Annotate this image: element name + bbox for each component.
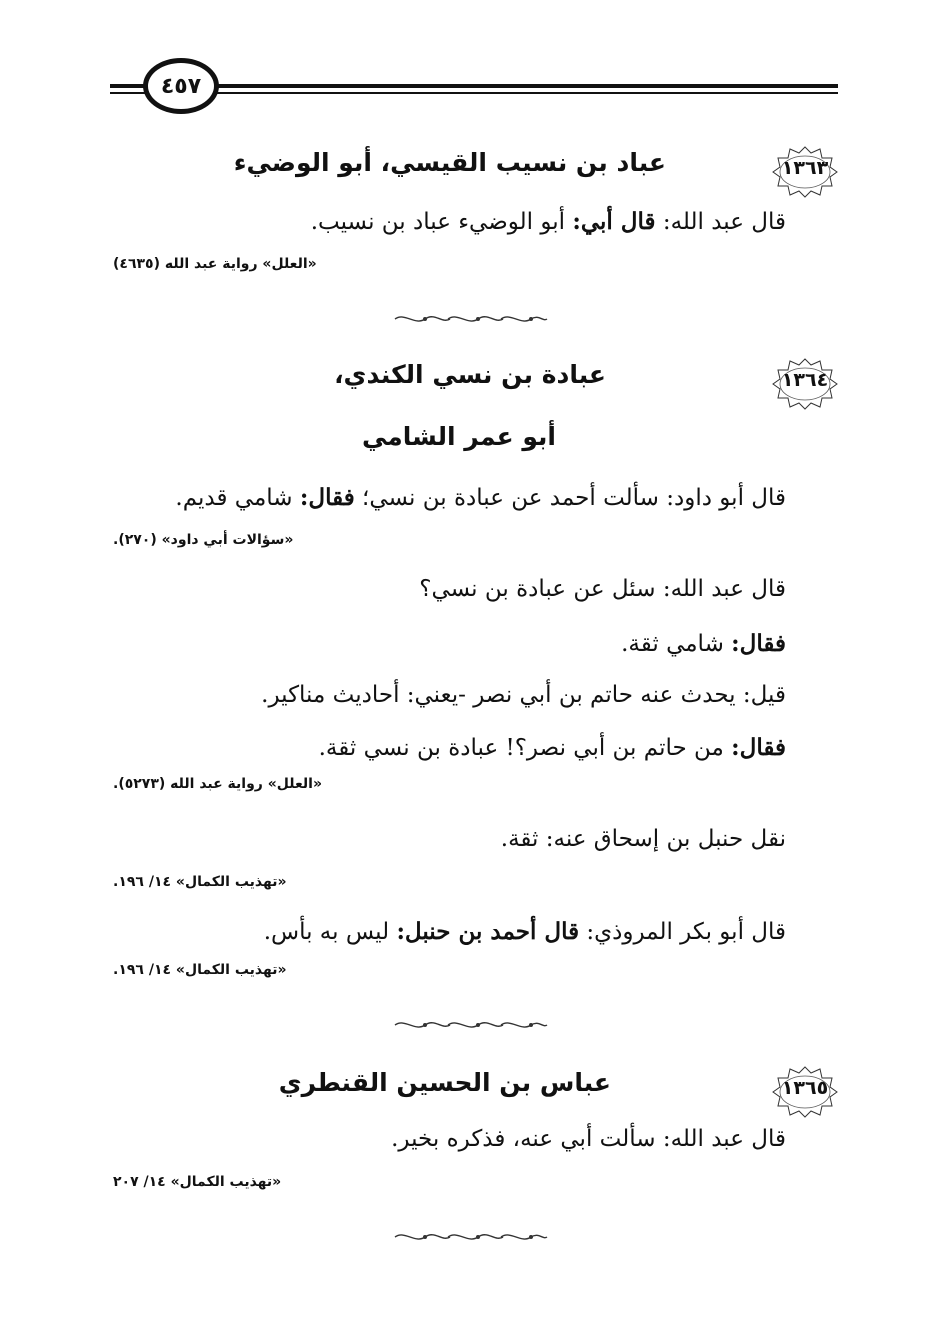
line-segment-bold: قال أحمد بن حنبل: <box>396 918 580 945</box>
entry-number: ١٣٦٥ <box>781 1077 829 1099</box>
entry-line <box>391 1126 786 1152</box>
line-segment: قال عبد الله: <box>655 209 786 235</box>
line-segment: قال أبو بكر المروذي: <box>579 919 786 945</box>
line-segment: من حاتم بن أبي نصر؟! عبادة بن نسي ثقة. <box>318 735 732 761</box>
entry-number-badge <box>770 144 840 192</box>
entry-line <box>264 918 786 945</box>
reference-citation: «العلل» رواية عبد الله (٤٦٣٥) <box>113 256 317 272</box>
line-segment: ليس به بأس. <box>263 919 397 945</box>
entry-line <box>311 208 786 235</box>
line-segment-bold: فقال: <box>731 734 786 761</box>
entry-number-badge <box>770 356 840 404</box>
entry-line <box>319 734 786 761</box>
reference-citation: «تهذيب الكمال» ١٤/ ١٩٦. <box>113 874 287 890</box>
line-segment: قال عبد الله: سئل عن عبادة بن نسي؟ <box>419 576 786 602</box>
line-segment: نقل حنبل بن إسحاق عنه: ثقة. <box>500 826 786 852</box>
ornament-divider <box>390 310 550 328</box>
entry-title: عبادة بن نسي الكندي، <box>334 360 606 389</box>
line-segment-bold: قال أبي: <box>572 208 656 235</box>
entry-line <box>175 484 786 511</box>
entry-title: عباد بن نسيب القيسي، أبو الوضيء <box>233 148 666 177</box>
line-segment: أبو الوضيء عباد بن نسيب. <box>310 209 573 235</box>
line-segment: قال عبد الله: سألت أبي عنه، فذكره بخير. <box>391 1126 786 1152</box>
entry-title: عباس بن الحسين القنطري <box>278 1068 611 1097</box>
entry-number: ١٣٦٤ <box>781 369 829 391</box>
reference-citation: «تهذيب الكمال» ١٤/ ١٩٦. <box>113 962 287 978</box>
line-segment: قيل: يحدث عنه حاتم بن أبي نصر -يعني: أحاديث مناكير. <box>261 682 786 708</box>
line-segment-bold: فقال: <box>731 630 786 657</box>
ornament-divider <box>390 1016 550 1034</box>
entry-number-badge <box>770 1064 840 1112</box>
reference-citation: «العلل» رواية عبد الله (٥٢٧٣). <box>113 776 322 792</box>
header-rule-thin <box>110 92 838 94</box>
ornament-divider <box>390 1228 550 1246</box>
entry-line <box>261 682 786 708</box>
reference-citation: «تهذيب الكمال» ١٤/ ٢٠٧ <box>113 1174 282 1190</box>
line-segment: قال أبو داود: سألت أحمد عن عبادة بن نسي؛ <box>354 485 786 511</box>
entry-line <box>419 576 786 602</box>
page-number <box>143 58 219 114</box>
line-segment-bold: فقال: <box>299 484 355 511</box>
line-segment: شامي قديم. <box>175 485 300 511</box>
entry-subtitle: أبو عمر الشامي <box>362 422 556 451</box>
entry-number: ١٣٦٣ <box>781 157 829 179</box>
entry-line <box>501 826 786 852</box>
page-number-text: ٤٥٧ <box>160 73 202 99</box>
entry-line <box>621 630 786 657</box>
header-rule-thick <box>110 84 838 88</box>
reference-citation: «سؤالات أبي داود» (٢٧٠). <box>113 532 294 548</box>
line-segment: شامي ثقة. <box>621 631 732 657</box>
